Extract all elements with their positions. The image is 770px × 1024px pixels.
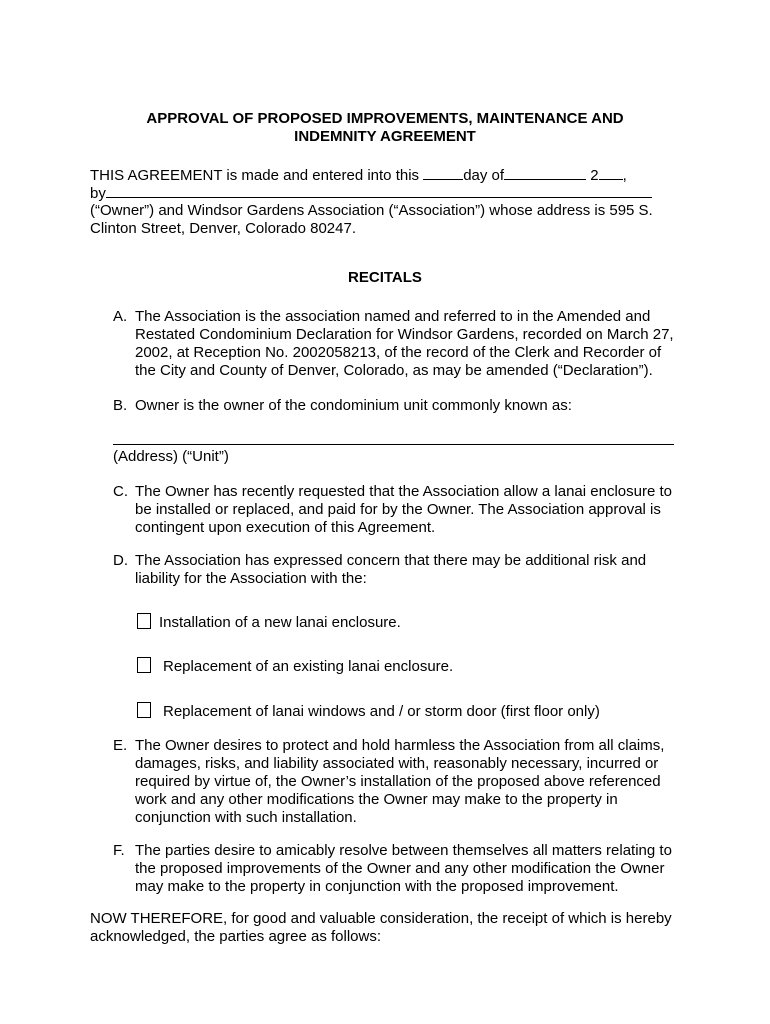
recital-line: may make to the property in conjunction with the proposed improvement. (135, 878, 619, 895)
recital-line: The Owner has recently requested that the Association allow a lanai enclosure to (135, 483, 672, 500)
address-blank-line[interactable] (113, 444, 674, 445)
address-label-row (113, 448, 693, 466)
checkbox-new-enclosure[interactable] (137, 613, 151, 629)
recital-letter: C. (113, 483, 128, 500)
address-label: (Address) (“Unit”) (113, 448, 229, 465)
recital-a (113, 308, 693, 380)
recital-line: The parties desire to amicably resolve between themselves all matters relating to (135, 842, 672, 859)
title-line-2: INDEMNITY AGREEMENT (294, 128, 476, 145)
recital-line: conjunction with such installation. (135, 809, 357, 826)
recital-line: the City and County of Denver, Colorado, as may be amended (“Declaration”). (135, 362, 653, 379)
now-therefore-line-2: acknowledged, the parties agree as follows: (90, 928, 382, 945)
recital-line: The Association has expressed concern that there may be additional risk and (135, 552, 647, 569)
recital-line: The Association is the association named and referred to in the Amended and (135, 308, 651, 325)
recital-d (113, 552, 693, 588)
checkbox-label: Replacement of lanai windows and / or storm door (first floor only) (163, 703, 600, 720)
recital-line: 2002, at Reception No. 2002058213, of the record of the Clerk and Recorder of (135, 344, 662, 361)
recital-line: The Owner desires to protect and hold harmless the Association from all claims, (135, 737, 665, 754)
recitals-heading: RECITALS (348, 269, 422, 286)
month-blank[interactable] (504, 166, 586, 180)
recital-b (113, 397, 693, 415)
recital-c (113, 483, 693, 537)
intro-line-4: Clinton Street, Denver, Colorado 80247. (90, 220, 356, 237)
checkbox-label: Replacement of an existing lanai enclosure. (163, 658, 454, 675)
intro-line-3: (“Owner”) and Windsor Gardens Association (“Association”) whose address is 595 S. (90, 202, 653, 219)
checkbox-replace-enclosure[interactable] (137, 657, 151, 673)
recital-line: Owner is the owner of the condominium unit commonly known as: (135, 397, 572, 414)
recital-e (113, 737, 693, 827)
recital-letter: E. (113, 737, 128, 754)
recital-line: be installed or replaced, and paid for by the Owner. The Association approval is (135, 501, 661, 518)
recital-line: Restated Condominium Declaration for Windsor Gardens, recorded on March 27, (135, 326, 674, 343)
intro-line-2: by (90, 184, 690, 203)
now-therefore-line-1: NOW THEREFORE, for good and valuable consideration, the receipt of which is hereby (90, 910, 672, 927)
recital-line: required by virtue of, the Owner’s installation of the proposed above referenced (135, 773, 661, 790)
recital-line: the proposed improvements of the Owner and any other modification the Owner (135, 860, 665, 877)
owner-name-blank[interactable] (106, 184, 652, 198)
recital-line: liability for the Association with the: (135, 570, 367, 587)
intro-line-1: THIS AGREEMENT is made and entered into this day of 2 , (90, 167, 627, 184)
recital-line: work and any other modifications the Owner may make to the property in (135, 791, 618, 808)
checkbox-replace-windows[interactable] (137, 702, 151, 718)
recital-line: damages, risks, and liability associated with, reasonably necessary, incurred or (135, 755, 659, 772)
title-line-1: APPROVAL OF PROPOSED IMPROVEMENTS, MAINTENANCE AND (146, 110, 624, 127)
recital-f (113, 842, 693, 896)
recital-letter: D. (113, 552, 128, 569)
checkbox-label: Installation of a new lanai enclosure. (159, 614, 401, 631)
recital-letter: F. (113, 842, 125, 859)
document-title (0, 110, 770, 146)
recital-line: contingent upon execution of this Agreement. (135, 519, 436, 536)
recital-letter: B. (113, 397, 128, 414)
recital-letter: A. (113, 308, 128, 325)
year-blank[interactable] (599, 166, 623, 180)
day-blank[interactable] (423, 166, 463, 180)
